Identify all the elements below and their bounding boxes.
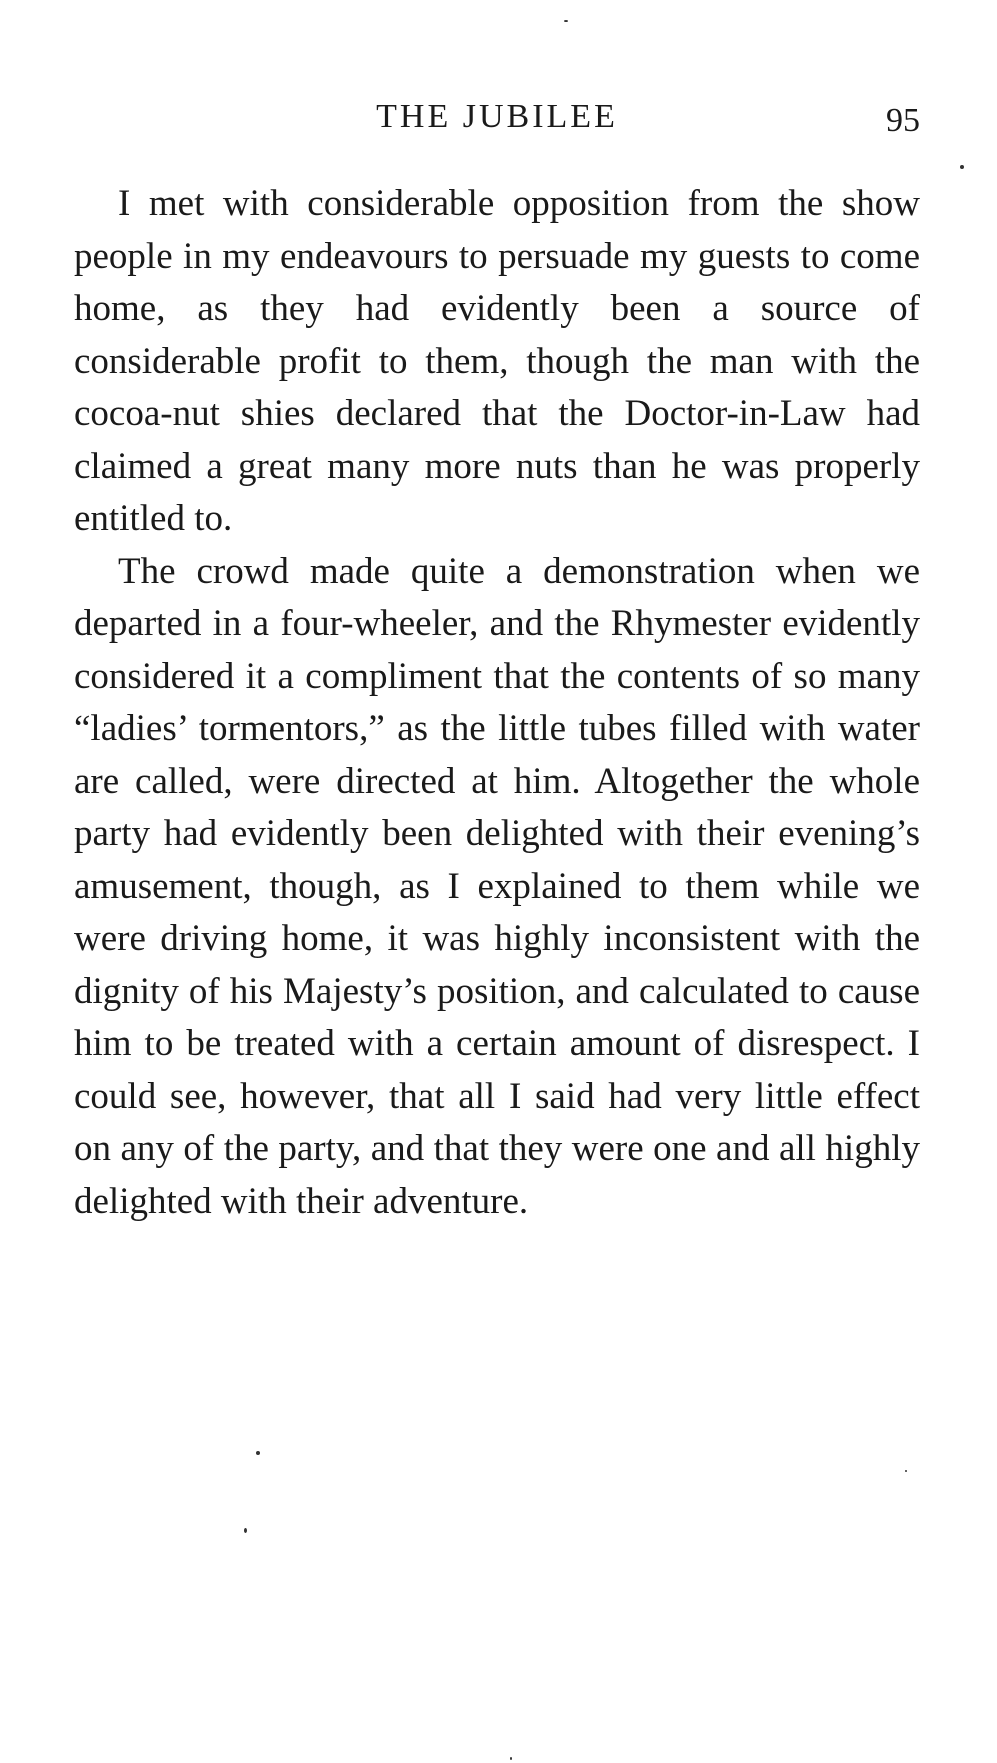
body-text	[74, 178, 920, 1228]
scan-speck	[564, 20, 568, 22]
scan-speck	[244, 1528, 247, 1533]
running-head	[74, 98, 920, 148]
scan-speck	[510, 1757, 512, 1760]
paragraph: The crowd made quite a demonstration when we departed in a four-wheeler, and the Rhymester evidently considered it a compliment that the contents of so many “ladies’ tormentors,” as the little tubes filled with water are called, were directed at him. Altogether the whole party had evidently been delighted with their evening’s amusement, though, as I explained to them while we were driving home, it was highly inconsistent with the dignity of his Majesty’s position, and calculated to cause him to be treated with a certain amount of disrespect. I could see, however, that all I said had very little effect on any of the party, and that they were one and all highly delighted with their adventure.	[74, 550, 920, 1222]
scan-speck	[256, 1451, 260, 1455]
running-title: THE JUBILEE	[376, 98, 618, 135]
scan-speck	[960, 165, 964, 169]
scan-speck	[905, 1470, 907, 1472]
paragraph: I met with considerable opposition from the show people in my endeavours to persuade my guests to come home, as they had evidently been a source of considerable profit to them, though the man with the cocoa-nut shies declared that the Doctor-in-Law had claimed a great many more nuts than he was properly entitled to.	[74, 183, 920, 539]
page-number: 95	[886, 102, 920, 139]
